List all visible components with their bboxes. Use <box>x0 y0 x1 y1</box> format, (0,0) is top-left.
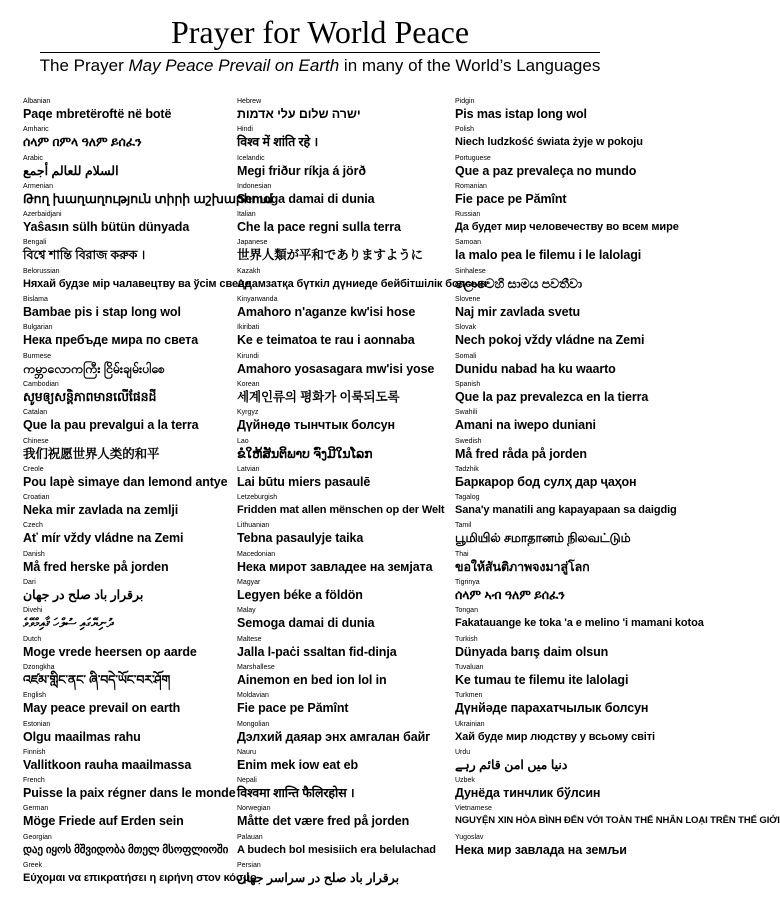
peace-phrase: Amahoro yosasagara mw'isi yose <box>237 361 435 376</box>
language-name: Turkish <box>455 635 478 643</box>
language-name: Moldavian <box>237 692 269 700</box>
peace-phrase: A budech bol mesisiich era belulachad <box>237 843 436 856</box>
language-entry <box>237 579 442 607</box>
language-entry <box>237 721 442 749</box>
language-entry <box>23 98 223 126</box>
language-entry <box>455 380 649 409</box>
peace-phrase: Fie pace pe Pămînt <box>455 191 567 206</box>
peace-phrase: Que la paz prevalezca en la tierra <box>455 389 649 404</box>
language-name: Tongan <box>455 607 478 615</box>
language-name: Sinhalese <box>455 267 486 275</box>
peace-phrase: Paqe mbretëroftë në botë <box>23 107 172 121</box>
language-name: Portuguese <box>455 154 491 162</box>
peace-phrase: ሰላም ኣብ ዓለም ይሰፈን <box>455 588 565 603</box>
language-entry <box>237 381 442 409</box>
language-entry <box>237 522 442 550</box>
peace-phrase: Ke e teimatoa te rau i aonnaba <box>237 333 415 348</box>
language-entry <box>23 607 223 635</box>
peace-phrase: Дэлхий даяар энх амгалан байг <box>237 729 431 744</box>
language-entry <box>237 862 442 890</box>
language-entry <box>455 211 679 239</box>
peace-phrase: ދުނިޔޭގައި ސުލްހަ ޤާއިމްވޭވެ <box>23 616 114 631</box>
language-name: Samoan <box>455 239 482 247</box>
language-entry <box>237 636 442 664</box>
language-entry <box>237 551 442 579</box>
peace-phrase: Ke tumau te filemu ite lalolagi <box>455 672 629 687</box>
language-entry <box>23 126 223 154</box>
language-name: Mongolian <box>237 720 270 728</box>
language-name: Russian <box>455 211 481 219</box>
language-name: Hindi <box>237 126 253 134</box>
peace-phrase: Дүйнөдө тынчтык болсун <box>237 418 395 433</box>
language-entry <box>237 409 442 437</box>
peace-phrase: Semoga damai di dunia <box>237 191 375 206</box>
peace-phrase: Jalla l-paċi ssaltan fid-dinja <box>237 644 397 659</box>
language-name: Divehi <box>23 607 43 615</box>
language-name: English <box>23 692 46 700</box>
language-entry <box>23 409 223 437</box>
language-name: Catalan <box>23 409 48 417</box>
peace-phrase: विश्वमा शान्ति फैलिरहोस । <box>237 786 355 801</box>
language-name: Ikiribati <box>237 324 260 332</box>
language-entry <box>237 211 442 239</box>
language-entry <box>455 551 637 579</box>
language-entry <box>455 268 637 296</box>
language-entry <box>237 834 442 862</box>
peace-phrase: la malo pea le filemu i le lalolagi <box>455 248 642 263</box>
language-entry <box>23 239 223 267</box>
language-entry <box>23 465 228 494</box>
language-name: Letzeburgish <box>237 494 278 502</box>
peace-phrase: Εύχομαι να επικρατήσει η ειρήνη στον κόσμο <box>23 872 257 885</box>
language-name: Turkmen <box>455 692 483 700</box>
language-name: Danish <box>23 550 45 558</box>
language-name: Persian <box>237 862 261 870</box>
peace-phrase: Баркарор бод сулҳ дар ҷаҳон <box>455 474 637 489</box>
peace-phrase: Sana'y manatili ang kapayapaan sa daigdig <box>455 504 677 517</box>
language-entry <box>237 239 442 267</box>
peace-phrase: Nech pokoj vždy vládne na Zemi <box>455 333 645 348</box>
language-name: Magyar <box>237 579 261 587</box>
peace-phrase: 我们祝愿世界人类的和平 <box>23 446 160 461</box>
language-name: Yugoslav <box>455 833 484 841</box>
language-name: Indonesian <box>237 182 272 190</box>
language-entry <box>237 183 442 211</box>
peace-phrase: Dünyada barış daim olsun <box>455 644 609 659</box>
language-name: Armenian <box>23 182 53 190</box>
language-name: Maltese <box>237 635 262 643</box>
language-entry <box>23 211 223 239</box>
peace-phrase: Semoga damai di dunia <box>237 616 375 631</box>
peace-phrase: Fie pace pe Pămînt <box>237 701 349 716</box>
peace-phrase: Amahoro n'aganze kw'isi hose <box>237 305 416 320</box>
language-entry <box>23 664 223 692</box>
peace-phrase: 世界人類が平和でありますように <box>237 248 424 263</box>
language-name: German <box>23 805 49 813</box>
peace-phrase: ישרה שלום עלי אדמות <box>237 107 361 121</box>
language-entry <box>455 438 637 466</box>
language-name: Tuvaluan <box>455 663 484 671</box>
language-entry <box>23 551 223 579</box>
language-name: Ukrainian <box>455 720 485 728</box>
peace-phrase: ሰላም በምላ ዓለም ይሰፈን <box>23 135 142 150</box>
language-entry <box>23 721 223 749</box>
language-entry <box>455 749 637 777</box>
language-entry <box>455 494 677 522</box>
peace-phrase: Адамзатқа бүткіл дүниеде бейбітшілік болсын <box>237 277 487 290</box>
language-entry <box>23 353 223 381</box>
peace-phrase: Må fred herske på jorden <box>23 559 169 574</box>
language-entry <box>455 579 637 607</box>
language-name: Kazakh <box>237 267 261 275</box>
language-entry <box>455 324 645 352</box>
language-name: Czech <box>23 522 43 530</box>
language-entry <box>237 353 442 381</box>
language-entry <box>237 296 442 324</box>
language-name: Lao <box>237 437 249 445</box>
language-entry <box>237 749 442 777</box>
peace-phrase: Puisse la paix régner dans le monde <box>23 786 236 801</box>
language-name: Malay <box>237 607 256 615</box>
peace-phrase: Niech ludzkość świata żyje w pokoju <box>455 136 643 149</box>
peace-phrase: Да будет мир человечеству во всем мире <box>455 221 679 234</box>
language-name: Albanian <box>23 98 51 105</box>
peace-phrase: Pou lapè simaye dan lemond antye <box>23 474 228 489</box>
peace-phrase: Enim mek iow eat eb <box>237 757 359 772</box>
language-name: Dutch <box>23 635 42 643</box>
peace-phrase: Ainemon en bed ion lol in <box>237 672 387 687</box>
language-name: Bulgarian <box>23 324 53 332</box>
language-name: Kirundi <box>237 352 259 360</box>
language-name: Uzbek <box>455 777 475 785</box>
peace-phrase: Neka mir zavlada na zemlji <box>23 503 179 518</box>
language-entry <box>237 98 442 126</box>
language-entry <box>237 466 442 494</box>
language-entry <box>455 522 637 550</box>
language-name: Polish <box>455 126 475 134</box>
language-entry <box>455 183 637 211</box>
language-name: Slovak <box>455 324 477 332</box>
peace-phrase: Vallitkoon rauha maailmassa <box>23 757 192 772</box>
language-entry <box>455 805 780 833</box>
language-entry <box>455 607 704 635</box>
language-name: Italian <box>237 211 256 219</box>
language-name: Marshallese <box>237 663 275 671</box>
language-name: French <box>23 777 45 785</box>
language-entry <box>23 777 236 805</box>
language-name: Icelandic <box>237 154 265 162</box>
peace-phrase: សូមឲ្យសន្តិភាពមានលើផែនដី <box>23 389 157 404</box>
peace-phrase: பூமியில் சமாதானம் நிலவட்டும் <box>455 531 631 546</box>
language-name: Georgian <box>23 833 52 841</box>
peace-phrase: السلام للعالم أجمع <box>23 163 119 178</box>
peace-phrase: Che la pace regni sulla terra <box>237 220 401 235</box>
language-entry <box>455 720 656 749</box>
language-name: Pidgin <box>455 98 475 105</box>
language-entry <box>237 777 442 805</box>
language-entry <box>455 664 637 692</box>
peace-phrase: May peace prevail on earth <box>23 701 181 716</box>
language-entry <box>455 409 637 437</box>
peace-phrase: Måtte det være fred på jorden <box>237 814 410 829</box>
language-name: Greek <box>23 862 43 870</box>
language-entry <box>237 692 442 720</box>
peace-phrase: Olgu maailmas rahu <box>23 729 141 744</box>
peace-phrase: Amani na iwepo duniani <box>455 418 596 433</box>
subtitle-tail: in many of the World’s Languages <box>339 56 601 75</box>
peace-phrase: Legyen béke a földön <box>237 588 363 603</box>
language-entry <box>455 466 637 494</box>
peace-phrase: Moge vrede heersen op aarde <box>23 644 197 659</box>
peace-phrase: Хай буде мир людству у всьому світі <box>455 730 656 743</box>
language-entry <box>23 155 223 183</box>
peace-phrase: Må fred råda på jorden <box>455 446 587 461</box>
peace-phrase: Que la pau prevalgui a la terra <box>23 418 199 433</box>
language-name: Arabic <box>23 154 43 162</box>
language-entry <box>237 607 442 635</box>
language-name: Bengali <box>23 239 47 247</box>
language-entry <box>23 805 223 833</box>
peace-phrase: Fakatauange ke toka 'a e melino 'i mamani kotoa <box>455 617 704 630</box>
peace-phrase: Дүнйәде парахатчылык болсун <box>455 701 649 716</box>
language-name: Slovene <box>455 296 481 304</box>
subtitle-emphasis: May Peace Prevail on Earth <box>128 56 340 75</box>
language-entry <box>237 494 445 522</box>
peace-phrase: Möge Friede auf Erden sein <box>23 814 184 829</box>
peace-phrase: ලොවෙහි සාමය පවතීවා <box>455 276 583 291</box>
language-name: Croatian <box>23 494 50 502</box>
language-entry <box>23 296 223 324</box>
language-name: Urdu <box>455 748 471 756</box>
language-name: Swedish <box>455 437 482 445</box>
language-name: Azerbaidjani <box>23 211 62 219</box>
language-name: Belorussian <box>23 267 60 275</box>
language-entry <box>23 579 223 607</box>
language-name: Creole <box>23 465 44 473</box>
language-entry <box>455 692 649 720</box>
language-name: Japanese <box>237 239 268 247</box>
language-entry <box>455 296 637 324</box>
language-entry <box>23 692 223 720</box>
language-entry <box>237 324 442 352</box>
language-entry <box>455 155 637 183</box>
language-name: Norwegian <box>237 805 271 813</box>
language-entry <box>237 126 442 154</box>
language-name: Kinyarwanda <box>237 296 278 304</box>
language-name: Estonian <box>23 720 51 728</box>
peace-phrase: Dunidu nabad ha ku waarto <box>455 361 616 376</box>
language-entry <box>23 381 223 409</box>
peace-phrase: Няхай будзе мір чалавецтву ва ўсім свеце <box>23 277 251 290</box>
language-entry <box>23 636 223 664</box>
peace-phrase: Ať mír vždy vládne na Zemi <box>23 531 184 546</box>
peace-phrase: 세계인류의 평화가 이룩되도록 <box>237 389 400 404</box>
peace-phrase: Нека пребъде мира по света <box>23 333 199 348</box>
title-divider <box>40 52 600 53</box>
peace-phrase: Fridden mat allen mënschen op der Welt <box>237 504 445 517</box>
peace-phrase: Дунёда тинчлик бўлсин <box>455 786 601 801</box>
language-name: Palauan <box>237 833 263 841</box>
peace-phrase: Yaŝasın sülh bütün dünyada <box>23 220 190 235</box>
language-name: Nauru <box>237 748 257 756</box>
language-entry <box>237 155 442 183</box>
page-title: Prayer for World Peace <box>170 14 470 50</box>
language-name: Dzongkha <box>23 663 55 671</box>
language-name: Dari <box>23 579 36 587</box>
page-subtitle <box>0 56 640 76</box>
peace-phrase: Нека мирот завладее на земјата <box>237 559 433 574</box>
language-name: Amharic <box>23 126 49 134</box>
peace-phrase: Tebna pasaulyje taika <box>237 531 364 546</box>
language-name: Romanian <box>455 182 487 190</box>
peace-phrase: ကမ္ဘာလောကကြီး ငြိမ်းချမ်းပါစေ <box>23 361 165 376</box>
language-entry <box>455 126 643 154</box>
language-name: Lithuanian <box>237 522 270 530</box>
peace-phrase: Lai būtu miers pasaulē <box>237 474 371 489</box>
language-name: Finnish <box>23 748 46 756</box>
language-name: Bislama <box>23 296 48 304</box>
language-name: Nepali <box>237 777 257 785</box>
language-name: Kyrgyz <box>237 409 259 417</box>
language-name: Spanish <box>455 380 481 388</box>
language-name: Tagalog <box>455 494 480 502</box>
peace-phrase: ขอให้สันติภาพจงมาสู่โลก <box>455 559 590 574</box>
peace-phrase: Թող խաղաղություն տիրի աշխարհում <box>23 191 273 206</box>
peace-phrase: Pis mas istap long wol <box>455 107 587 121</box>
language-name: Korean <box>237 380 260 388</box>
language-name: Macedonian <box>237 550 276 558</box>
peace-phrase: Que a paz prevaleça no mundo <box>455 163 637 178</box>
language-name: Vietnamese <box>455 805 492 813</box>
language-name: Chinese <box>23 437 49 445</box>
language-entry <box>23 438 223 466</box>
language-entry <box>23 749 223 777</box>
language-entry <box>455 239 642 267</box>
peace-phrase: برقرار باد صلح در سراسر جهان <box>237 871 400 886</box>
language-entry <box>455 98 637 126</box>
language-entry <box>23 833 229 862</box>
peace-phrase: Megi friður ríkja á jörð <box>237 163 366 178</box>
language-name: Burmese <box>23 352 52 360</box>
language-entry <box>455 834 637 862</box>
language-column-right <box>455 98 780 862</box>
peace-phrase: დაე იყოს მშვიდობა მთელ მსოფლიოში <box>23 843 229 856</box>
language-name: Hebrew <box>237 98 262 105</box>
peace-phrase: বিশ্বে শান্তি বিরাজ করুক । <box>23 248 146 263</box>
peace-phrase: Naj mir zavlada svetu <box>455 305 581 320</box>
language-entry <box>23 324 223 352</box>
language-entry <box>23 522 223 550</box>
peace-phrase: دنیا میں امن قائم رہے <box>455 757 568 772</box>
language-name: Cambodian <box>23 380 59 388</box>
peace-phrase: འཛམ་གླིང་ནང་ ཞི་བདེ་ཡོང་བར་ཤོག <box>23 672 171 687</box>
subtitle-lead: The Prayer <box>39 56 129 75</box>
peace-phrase: विश्व में शांति रहे । <box>237 135 319 150</box>
peace-phrase: ຂໍໃຫ້ສັນຕິພາບ ຈົ່ງມີໃນໂລກ <box>237 446 373 461</box>
language-name: Thai <box>455 550 469 558</box>
language-name: Tigrinya <box>455 579 480 587</box>
language-name: Tamil <box>455 522 472 530</box>
peace-phrase: NGUYỆN XIN HÒA BÌNH ĐẾN VỚI TOÀN THẾ NHÂN LOẠI TRÊN THẾ GIỚI <box>455 815 780 827</box>
language-entry <box>23 494 223 522</box>
language-entry <box>455 777 637 805</box>
language-entry <box>237 805 442 833</box>
language-entry <box>455 353 637 381</box>
language-name: Somali <box>455 352 477 360</box>
peace-phrase: برقرار باد صلح در جهان <box>23 588 144 603</box>
peace-phrase: Нека мир завлада на земљи <box>455 842 627 857</box>
language-name: Latvian <box>237 465 260 473</box>
peace-phrase: Bambae pis i stap long wol <box>23 305 181 320</box>
language-name: Swahili <box>455 409 478 417</box>
language-entry <box>237 664 442 692</box>
language-entry <box>237 438 442 466</box>
language-name: Tadzhik <box>455 465 479 473</box>
language-entry <box>455 636 637 664</box>
